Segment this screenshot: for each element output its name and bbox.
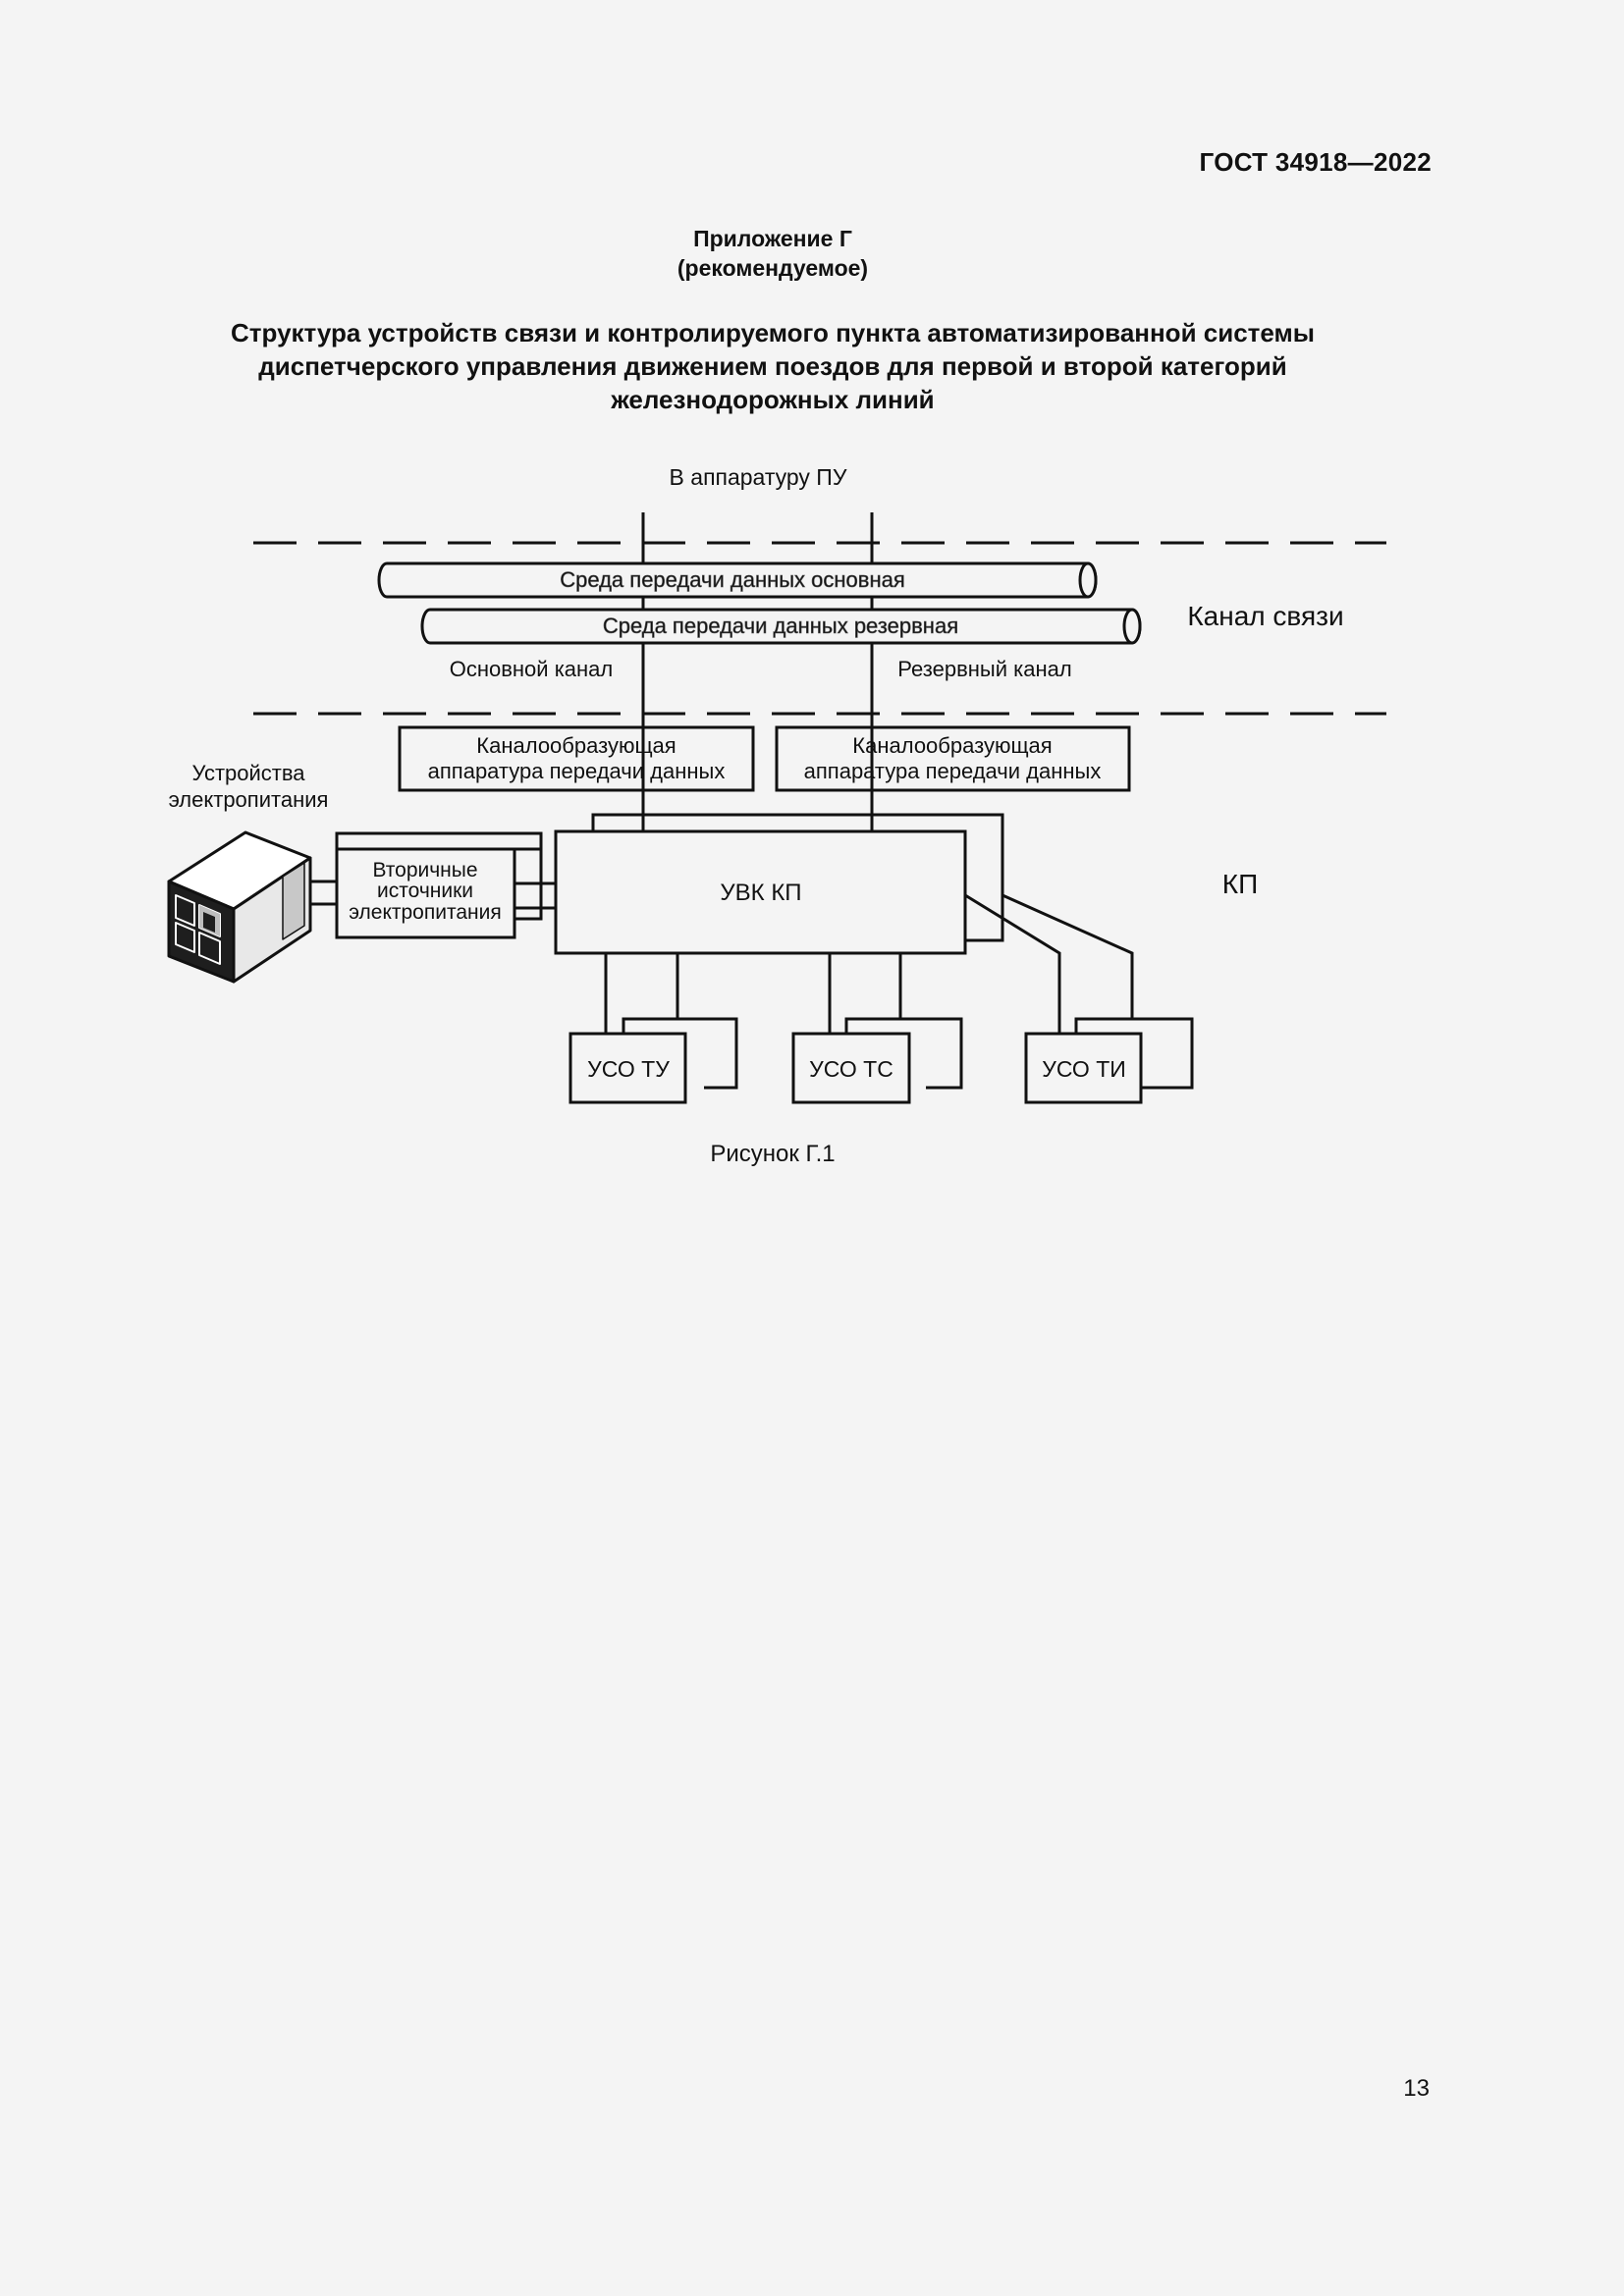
power-devices-line-1: Устройства (191, 761, 305, 785)
uso-ti-label: УСО ТИ (1042, 1056, 1126, 1082)
uso-ts-box (793, 1034, 909, 1102)
uvk-kp-label: УВК КП (720, 880, 802, 906)
zone-channel-label: Канал связи (1187, 601, 1344, 631)
secondary-power-back (337, 833, 541, 849)
top-label: В аппаратуру ПУ (669, 464, 847, 490)
document-title-line-3: железнодорожных линий (611, 385, 935, 414)
uso-tu-label: УСО ТУ (587, 1056, 670, 1082)
uvk-kp-box (556, 831, 965, 953)
secondary-power-line-2: источники (376, 880, 474, 902)
document-title-line-1: Структура устройств связи и контролируемого пункта автоматизированной системы (231, 318, 1315, 347)
figure-caption: Рисунок Г.1 (710, 1141, 836, 1167)
uso-tu-box (570, 1034, 685, 1102)
backup-channel-label: Резервный канал (897, 657, 1072, 681)
secondary-power-line-3: электропитания (349, 901, 502, 924)
page-number: 13 (1403, 2075, 1430, 2102)
modem-main-line-1: Каналообразующая (476, 733, 677, 758)
modem-backup-line-2: аппаратура передачи данных (803, 759, 1102, 783)
medium-backup-label: Среда передачи данных резервная (602, 614, 959, 638)
modem-main-line-2: аппаратура передачи данных (427, 759, 726, 783)
medium-main-cylinder (379, 563, 1096, 597)
uso-ts-label: УСО ТС (809, 1056, 893, 1082)
modem-backup-line-1: Каналообразующая (852, 733, 1053, 758)
modem-box-main (400, 727, 753, 790)
power-devices-line-2: электропитания (168, 787, 329, 812)
main-channel-label: Основной канал (449, 657, 614, 681)
medium-main-label: Среда передачи данных основная (560, 567, 905, 592)
secondary-power-line-1: Вторичные (372, 859, 478, 881)
uso-ti-box (1026, 1034, 1141, 1102)
appendix-status: (рекомендуемое) (677, 255, 869, 281)
appendix-title: Приложение Г (693, 226, 852, 251)
document-title-line-2: диспетчерского управления движением поездов для первой и второй категорий (258, 351, 1287, 381)
zone-kp-label: КП (1221, 869, 1259, 899)
channel-lines (643, 512, 872, 832)
modem-box-backup (777, 727, 1129, 790)
standard-number: ГОСТ 34918—2022 (1199, 147, 1432, 177)
power-cabinet-icon (169, 832, 310, 982)
secondary-power-box (337, 849, 514, 937)
medium-backup-cylinder (422, 610, 1140, 643)
